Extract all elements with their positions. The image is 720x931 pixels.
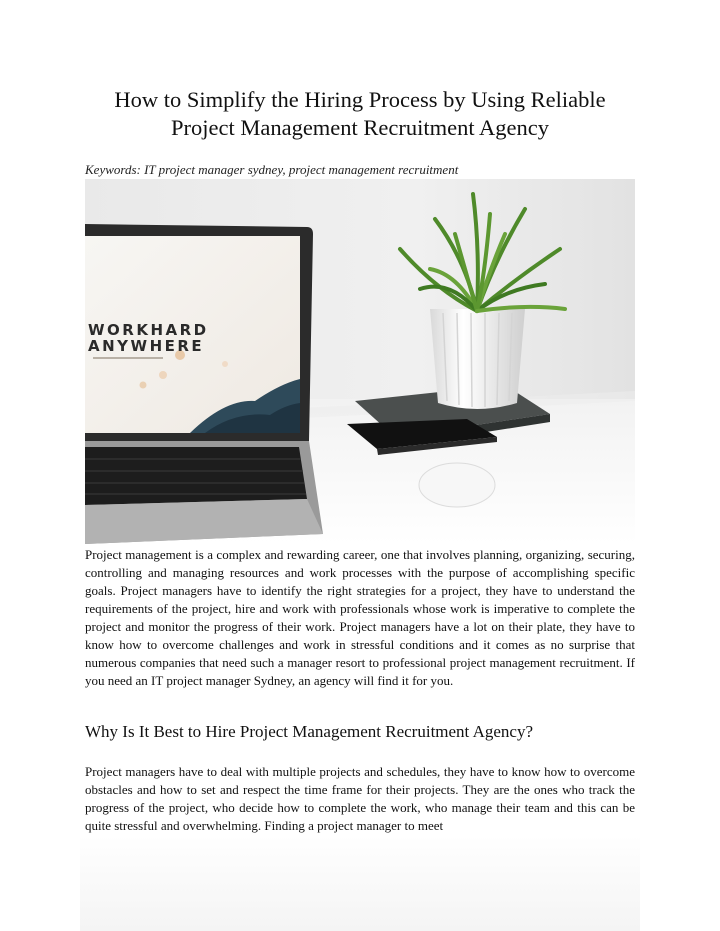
screen-text-line-1: WORKHARD	[88, 321, 209, 339]
plant-pot	[430, 309, 525, 409]
page-fade-shadow	[80, 835, 640, 931]
screen-text-line-2: ANYWHERE	[88, 337, 205, 355]
document-title	[60, 86, 660, 142]
paragraph-why-hire: Project managers have to deal with multiple projects and schedules, they have to know how to overcome obstacles and how to set and respect the time frame for their projects. They are the ones who track the progress of the project, who decide how to complete the work, who manage their team and this can be quite stressful and overwhelming. Finding a project manager to meet	[85, 764, 635, 833]
keywords-line: Keywords: IT project manager sydney, project management recruitment	[85, 162, 459, 177]
section-heading: Why Is It Best to Hire Project Management Recruitment Agency?	[85, 722, 534, 741]
mouse	[419, 463, 495, 507]
paragraph-intro: Project management is a complex and rewarding career, one that involves planning, organizing, securing, controlling and managing resources and work processes with the purpose of accomplishing specific goals. Project managers have to identify the right strategies for a project, they have to understand the requirements of the project, hire and work with professionals whose work is imperative to complete the project and monitor the progress of their work. Project managers have a lot on their plate, they have to know how to overcome challenges and work in stressful conditions and it comes as no surprise that numerous companies that need such a manager resort to professional project management recruitment. If you need an IT project manager Sydney, an agency will find it for you.	[85, 547, 635, 688]
title-line-2: Project Management Recruitment Agency	[170, 115, 549, 140]
laptop-plant-photo	[85, 179, 635, 544]
title-line-1: How to Simplify the Hiring Process by Using Reliable	[114, 87, 606, 112]
laptop	[85, 224, 323, 544]
